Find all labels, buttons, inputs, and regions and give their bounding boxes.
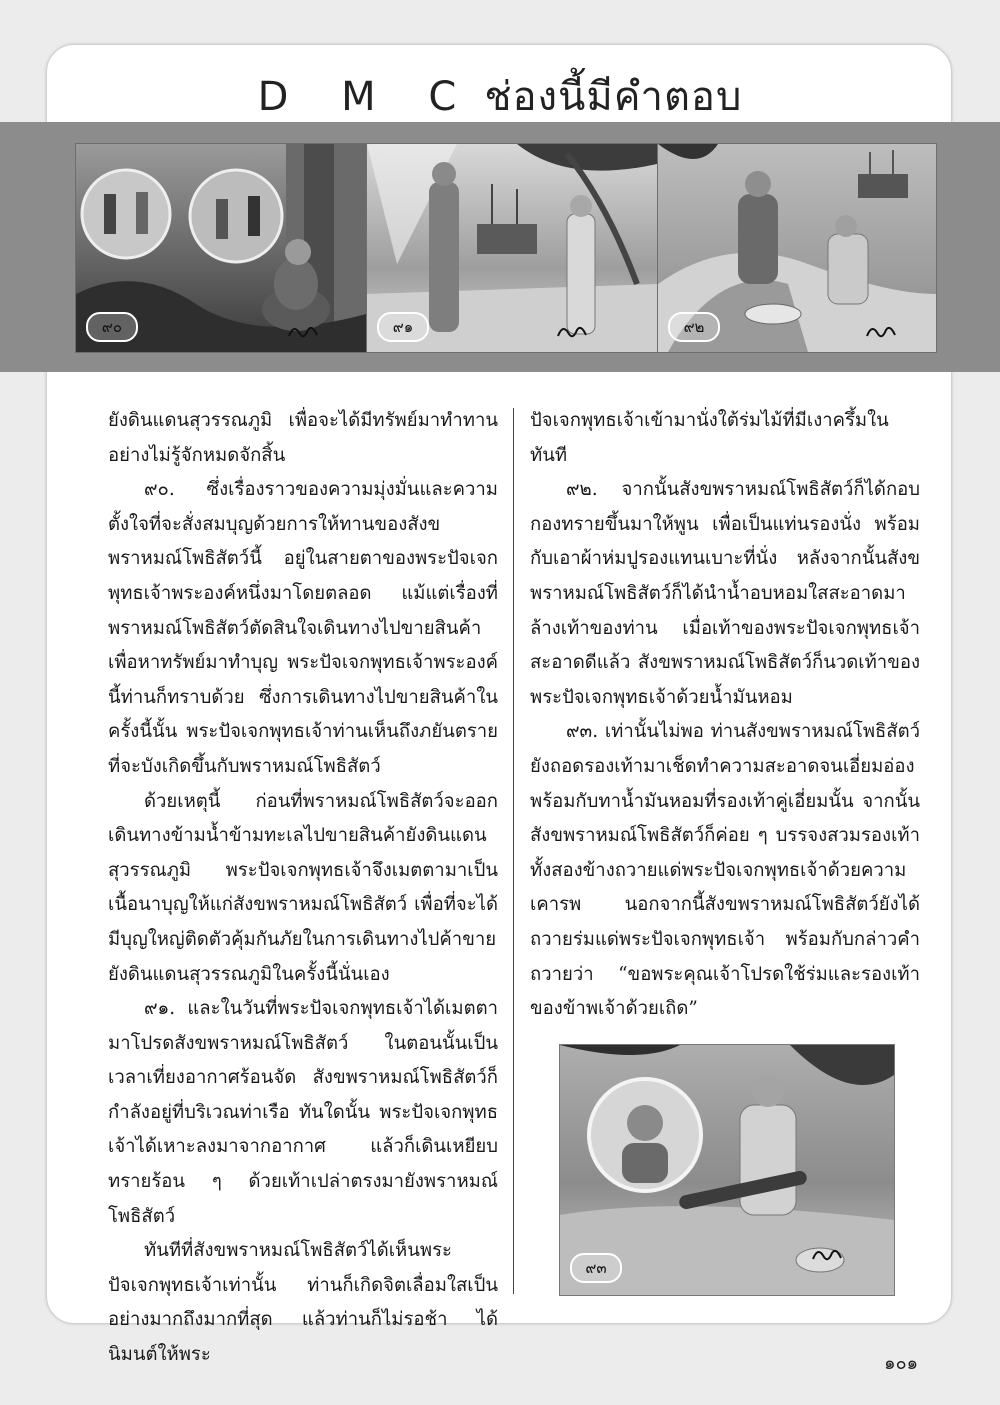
column-divider (513, 408, 514, 1294)
picture-number-badge: ๙๐ (86, 312, 138, 342)
dmc-logo-text: D M C (257, 74, 477, 120)
illustration-93 (559, 1044, 895, 1296)
paragraph-93: ๙๓. เท่านั้นไม่พอ ท่านสังขพราหมณ์โพธิสัตว์ยังถอดรองเท้ามาเช็ดทำความสะอาดจนเอี่ยมอ่องพร้อมกับทาน้ำมันหอมที่รองเท้าคู่เอี่ยมนั้น จากนั้นสังขพราหมณ์โพธิสัตว์ก็ค่อย ๆ บรรจงสวมรองเท้าทั้งสองข้างถวายแด่พระปัจเจกพุทธเจ้าด้วยความเคารพ นอกจากนี้สังขพราหมณ์โพธิสัตว์ยังได้ถวายร่มแด่พระปัจเจกพุทธเจ้า พร้อมกับกล่าวคำถวายว่า “ขอพระคุณเจ้าโปรดใช้ร่มและรองเท้าของข้าพเจ้าด้วยเถิด” (530, 721, 920, 1020)
right-text-column (530, 404, 920, 1027)
page-number: ๑๐๑ (884, 1353, 918, 1374)
left-text-column (108, 404, 498, 1373)
artist-signature-icon (555, 320, 589, 342)
illustration-92 (657, 143, 937, 353)
title-text: ช่องนี้มีคำตอบ (484, 74, 743, 120)
page-title (0, 64, 1000, 128)
artist-signature-icon (864, 320, 898, 342)
paragraph-91: ๙๑. และในวันที่พระปัจเจกพุทธเจ้าได้เมตตามาโปรดสังขพราหมณ์โพธิสัตว์ ในตอนนั้นเป็นเวลาเที่ยงอากาศร้อนจัด สังขพราหมณ์โพธิสัตว์ก็กำลังอยู่ที่บริเวณท่าเรือ ทันใดนั้น พระปัจเจกพุทธเจ้าได้เหาะลงมาจากอากาศ แล้วก็เดินเหยียบทรายร้อน ๆ ด้วยเท้าเปล่าตรงมายังพราหมณ์โพธิสัตว์ (108, 998, 498, 1227)
paragraph: ทันทีที่สังขพราหมณ์โพธิสัตว์ได้เห็นพระปัจเจกพุทธเจ้าเท่านั้น ท่านก็เกิดจิตเลื่อมใสเป็นอย่างมากถึงมากที่สุด แล้วท่านก็ไม่รอช้า ได้นิมนต์ให้พระ (108, 1240, 498, 1366)
paragraph: ด้วยเหตุนี้ ก่อนที่พราหมณ์โพธิสัตว์จะออกเดินทางข้ามน้ำข้ามทะเลไปขายสินค้ายังดินแดนสุวรรณภูมิ พระปัจเจกพุทธเจ้าจึงเมตตามาเป็นเนื้อนาบุญให้แก่สังขพราหมณ์โพธิสัตว์ เพื่อที่จะได้มีบุญใหญ่ติดตัวคุ้มกันภัยในการเดินทางไปค้าขายยังดินแดนสุวรรณภูมิในครั้งนี้นั่นเอง (108, 790, 498, 985)
paragraph: ยังดินแดนสุวรรณภูมิ เพื่อจะได้มีทรัพย์มาทำทาน อย่างไม่รู้จักหมดจักสิ้น (108, 410, 498, 466)
artist-signature-icon (286, 320, 320, 342)
paragraph-90: ๙๐. ซึ่งเรื่องราวของความมุ่งมั่นและความตั้งใจที่จะสั่งสมบุญด้วยการให้ทานของสังขพราหมณ์โพธิสัตว์นี้ อยู่ในสายตาของพระปัจเจกพุทธเจ้าพระองค์หนึ่งมาโดยตลอด แม้แต่เรื่องที่พราหมณ์โพธิสัตว์ตัดสินใจเดินทางไปขายสินค้าเพื่อหาทรัพย์มาทำบุญ พระปัจเจกพุทธเจ้าพระองค์นี้ท่านก็ทราบด้วย ซึ่งการเดินทางไปขายสินค้าในครั้งนี้นั้น พระปัจเจกพุทธเจ้าท่านเห็นถึงภยันตรายที่จะบังเกิดขึ้นกับพราหมณ์โพธิสัตว์ (108, 479, 498, 777)
picture-number-badge: ๙๒ (668, 312, 720, 342)
illustration-90 (75, 143, 367, 353)
picture-number-badge: ๙๓ (570, 1253, 622, 1283)
paragraph-92: ๙๒. จากนั้นสังขพราหมณ์โพธิสัตว์ก็ได้กอบกองทรายขึ้นมาให้พูน เพื่อเป็นแท่นรองนั่ง พร้อมกับเอาผ้าห่มปูรองแทนเบาะที่นั่ง หลังจากนั้นสังขพราหมณ์โพธิสัตว์ก็ได้นำน้ำอบหอมใสสะอาดมาล้างเท้าของท่าน เมื่อเท้าของพระปัจเจกพุทธเจ้าสะอาดดีแล้ว สังขพราหมณ์โพธิสัตว์ก็นวดเท้าของพระปัจเจกพุทธเจ้าด้วยน้ำมันหอม (530, 479, 920, 708)
artist-signature-icon (810, 1243, 844, 1265)
paragraph: ปัจเจกพุทธเจ้าเข้ามานั่งใต้ร่มไม้ที่มีเงาครึ้มในทันที (530, 410, 889, 466)
picture-number-badge: ๙๑ (377, 312, 429, 342)
illustration-91 (366, 143, 658, 353)
